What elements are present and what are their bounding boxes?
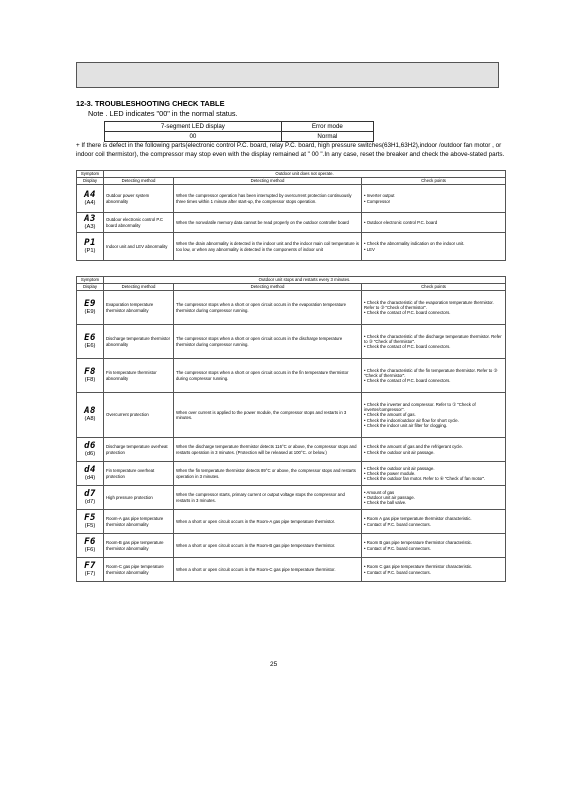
check-item: • Check the ball valve. (364, 500, 407, 506)
led-normal-mode: Normal (281, 132, 373, 142)
segment-code: F5 (84, 512, 96, 523)
check-list (364, 241, 503, 252)
abnormality-name: Discharge temperature overheat protection (104, 438, 174, 462)
error-code: (E6) (84, 342, 96, 349)
check-item: • Check the outdoor unit air passage. (364, 465, 435, 471)
display-cell (77, 510, 104, 534)
error-code: (E9) (84, 308, 96, 315)
abnormality-name: Fin temperature overheat protection (104, 462, 174, 486)
error-code: (F7) (84, 570, 96, 577)
abnormality-name: Discharge temperature thermistor abnormality (104, 325, 174, 359)
table-row (77, 325, 506, 359)
detecting-method: When the compressor starts, primary current or output voltage stops the compressor and restarts in 3 minutes. (174, 486, 362, 510)
abnormality-name: Evaporation temperature thermistor abnormality (104, 291, 174, 325)
check-item: • Check the power module. (364, 470, 416, 476)
check-item: • Check the outdoor unit air passage. (364, 449, 435, 455)
check-points (362, 325, 506, 359)
check-points (362, 558, 506, 582)
abnormality-name: Outdoor power system abnormality (104, 185, 174, 213)
led-col-display: 7-segment LED display (105, 122, 282, 132)
segment-code: A4 (84, 189, 96, 200)
error-code: (A4) (84, 199, 96, 206)
check-item: • Inverter output (364, 193, 395, 199)
error-code: (P1) (84, 247, 96, 254)
check-points (362, 185, 506, 213)
symptom-text: Outdoor unit does not operate. (104, 171, 506, 178)
check-item: • Room A gas pipe temperature thermistor characteristic. (364, 516, 472, 522)
check-item: • Contact of P.C. board connectors. (364, 569, 431, 575)
abnormality-name: Room-C gas pipe temperature thermistor abnormality (104, 558, 174, 582)
check-item: • Check the inverter and compressor. Refer to ① "Check of inverter/compressor". (364, 401, 476, 413)
segment-code: E9 (84, 298, 96, 309)
segment-code: E6 (84, 332, 96, 343)
error-code: (A8) (84, 416, 96, 422)
display-cell (77, 233, 104, 261)
segment-code: F8 (84, 366, 96, 377)
check-item: • Check the contact of P.C. board connectors. (364, 344, 451, 350)
check-points (362, 233, 506, 261)
detecting-method: The compressor stops when a short or open circuit occurs in the evaporation temperature thermistor during compressor running. (174, 291, 362, 325)
check-item: • Outdoor electronic control P.C. board (364, 219, 438, 225)
symptom-label: Symptom (77, 277, 104, 284)
check-points (362, 510, 506, 534)
check-item: • Check the indoor unit air filter for clogging. (364, 422, 448, 428)
check-points (362, 462, 506, 486)
check-list (364, 564, 503, 575)
symptom-row (77, 277, 506, 284)
segment-code: d7 (84, 488, 96, 499)
display-cell (77, 438, 104, 462)
led-normal-display: 00 (105, 132, 282, 142)
check-points (362, 438, 506, 462)
intro-paragraph: + If there is defect in the following parts(electronic control P.C. board, relay P.C. board, high pressure switches(63H1,63H2),indoor /outdoor fan motor , or indoor coil thermistor), the compressor may stop even with the display remained at " 00 ".In any case, reset the breaker and check the above-stated parts. (76, 142, 505, 159)
segment-code: F7 (84, 560, 96, 571)
check-list (364, 540, 503, 551)
check-item: • Room B gas pipe temperature thermistor characteristic. (364, 540, 473, 546)
segment-code: P1 (84, 237, 96, 248)
table-row (77, 393, 506, 438)
check-item: • LEV (364, 246, 375, 252)
check-item: • Check the contact of P.C. board connectors. (364, 378, 451, 384)
display-cell (77, 393, 104, 438)
symptom-text: Outdoor unit stops and restarts every 3 minutes. (104, 277, 506, 284)
status-note: Note . LED indicates "00" in the normal status. (88, 109, 238, 118)
table-row (77, 291, 506, 325)
table-row (77, 510, 506, 534)
abnormality-name: Room-B gas pipe temperature thermistor abnormality (104, 534, 174, 558)
check-item: • Room C gas pipe temperature thermistor characteristic. (364, 564, 473, 570)
check-list (364, 334, 503, 350)
detecting-method: The compressor stops when a short or open circuit occurs in the fin temperature thermistor during compressor running. (174, 359, 362, 393)
segment-code: A3 (84, 213, 96, 224)
display-cell (77, 534, 104, 558)
check-list (364, 220, 503, 225)
check-points (362, 486, 506, 510)
col-header-detecting-name: Detecting method (104, 284, 174, 291)
symptom-label: Symptom (77, 171, 104, 178)
table-row (77, 462, 506, 486)
table-row (77, 438, 506, 462)
header-row (77, 178, 506, 185)
page-number: 25 (270, 661, 278, 668)
table-outdoor-stops-restarts (76, 276, 506, 582)
display-cell (77, 486, 104, 510)
abnormality-name: Room-A gas pipe temperature thermistor abnormality (104, 510, 174, 534)
header-row (77, 284, 506, 291)
check-list (364, 402, 503, 428)
led-table (104, 121, 374, 142)
detecting-method: When the drain abnormality is detected in the indoor unit and the indoor main coil temperature is too low, or when any abnormality is detected in the components of indoor unit (174, 233, 362, 261)
table-row (77, 534, 506, 558)
table-row (77, 359, 506, 393)
detecting-method: When the fin temperature thermistor detects 89°C or above, the compressor stops and restarts operation in 3 minutes. (174, 462, 362, 486)
col-header-check-points: Check points (362, 284, 506, 291)
detecting-method: When the discharge temperature thermistor detects 116°C or above, the compressor stops and restarts operation in 3 minutes. (Protection will be released at 100°C. or below.) (174, 438, 362, 462)
check-list (364, 193, 503, 204)
segment-code: d6 (84, 440, 96, 451)
col-header-display: Display (77, 178, 104, 185)
detecting-method: When a short or open circuit occurs in the Room-C gas pipe temperature thermistor. (174, 558, 362, 582)
error-code: (d4) (84, 474, 96, 481)
abnormality-name: High pressure protection (104, 486, 174, 510)
check-item: • Compressor (364, 198, 391, 204)
symptom-row (77, 171, 506, 178)
col-header-detecting-method: Detecting method (174, 178, 362, 185)
table-row (77, 486, 506, 510)
detecting-method: When a short or open circuit occurs in the Room-A gas pipe temperature thermistor. (174, 510, 362, 534)
check-item: • Check the contact of P.C. board connectors. (364, 310, 451, 316)
col-header-detecting-method: Detecting method (174, 284, 362, 291)
check-list (364, 444, 503, 455)
error-code: (A3) (84, 223, 96, 230)
check-points (362, 359, 506, 393)
check-item: • Outdoor unit air passage. (364, 494, 415, 500)
display-cell (77, 185, 104, 213)
check-item: • Check the abnormality indication on the indoor unit. (364, 241, 465, 247)
check-list (364, 368, 503, 384)
check-item: • Check the characteristic of the evaporation temperature thermistor. Refer to ③ "Check of thermistor". (364, 299, 494, 310)
display-cell (77, 325, 104, 359)
error-code: (F6) (84, 546, 96, 553)
error-code: (F5) (84, 522, 96, 529)
col-header-display: Display (77, 284, 104, 291)
check-item: • Amount of gas (364, 489, 395, 495)
header-bar (76, 62, 499, 88)
check-list (364, 516, 503, 527)
abnormality-name: Outdoor electronic control P.C board abnormality (104, 213, 174, 233)
check-points (362, 213, 506, 233)
detecting-method: When over current is applied to the power module, the compressor stops and restarts in 3 minutes. (174, 393, 362, 438)
check-item: • Check the characteristic of the fin temperature thermistor. Refer to ③ "Check of thermistor". (364, 367, 498, 378)
check-list (364, 490, 503, 506)
check-list (364, 300, 503, 316)
abnormality-name: Overcurrent protection (104, 393, 174, 438)
table-row (77, 213, 506, 233)
table-row (77, 233, 506, 261)
error-code: (F8) (84, 376, 96, 383)
display-cell (77, 558, 104, 582)
check-list (364, 466, 503, 482)
detecting-method: The compressor stops when a short or open circuit occurs in the discharge temperature thermistor during compressor running. (174, 325, 362, 359)
segment-code: A8 (84, 406, 96, 416)
table-row (77, 558, 506, 582)
check-item: • Contact of P.C. board connectors. (364, 545, 431, 551)
abnormality-name: Fin temperature thermistor abnormality (104, 359, 174, 393)
check-item: • Check the indoor/outdoor air flow for short cycle. (364, 417, 459, 423)
table-row (77, 185, 506, 213)
check-item: • Check the amount of gas and the refrigerant cycle. (364, 444, 463, 450)
display-cell (77, 213, 104, 233)
segment-code: F6 (84, 536, 96, 547)
display-cell (77, 462, 104, 486)
display-cell (77, 291, 104, 325)
check-item: • Check the outdoor fan motor. Refer to ⑥ "Check of fan motor". (364, 476, 486, 482)
section-title: 12-3. TROUBLESHOOTING CHECK TABLE (76, 99, 225, 108)
col-header-detecting-name: Detecting method (104, 178, 174, 185)
check-item: • Check the characteristic of the discharge temperature thermistor. Refer to ③ "Check of thermistor". (364, 333, 502, 344)
error-code: (d7) (84, 498, 96, 505)
detecting-method: When the compressor operation has been interrupted by overcurrent protection continuously three times within 1 minute after start-up, the compressor stops operation. (174, 185, 362, 213)
check-item: • Contact of P.C. board connectors. (364, 521, 431, 527)
check-item: • Check the amount of gas. (364, 412, 416, 418)
display-cell (77, 359, 104, 393)
check-points (362, 534, 506, 558)
detecting-method: When a short or open circuit occurs in the Room-B gas pipe temperature thermistor. (174, 534, 362, 558)
error-code: (d6) (84, 450, 96, 457)
col-header-check-points: Check points (362, 178, 506, 185)
abnormality-name: Indoor unit and LEV abnormality (104, 233, 174, 261)
led-col-mode: Error mode (281, 122, 373, 132)
segment-code: d4 (84, 464, 96, 475)
table-outdoor-not-operate (76, 170, 506, 261)
check-points (362, 291, 506, 325)
check-points (362, 393, 506, 438)
detecting-method: When the nonvolatile memory data cannot be read properly on the outdoor controller board (174, 213, 362, 233)
